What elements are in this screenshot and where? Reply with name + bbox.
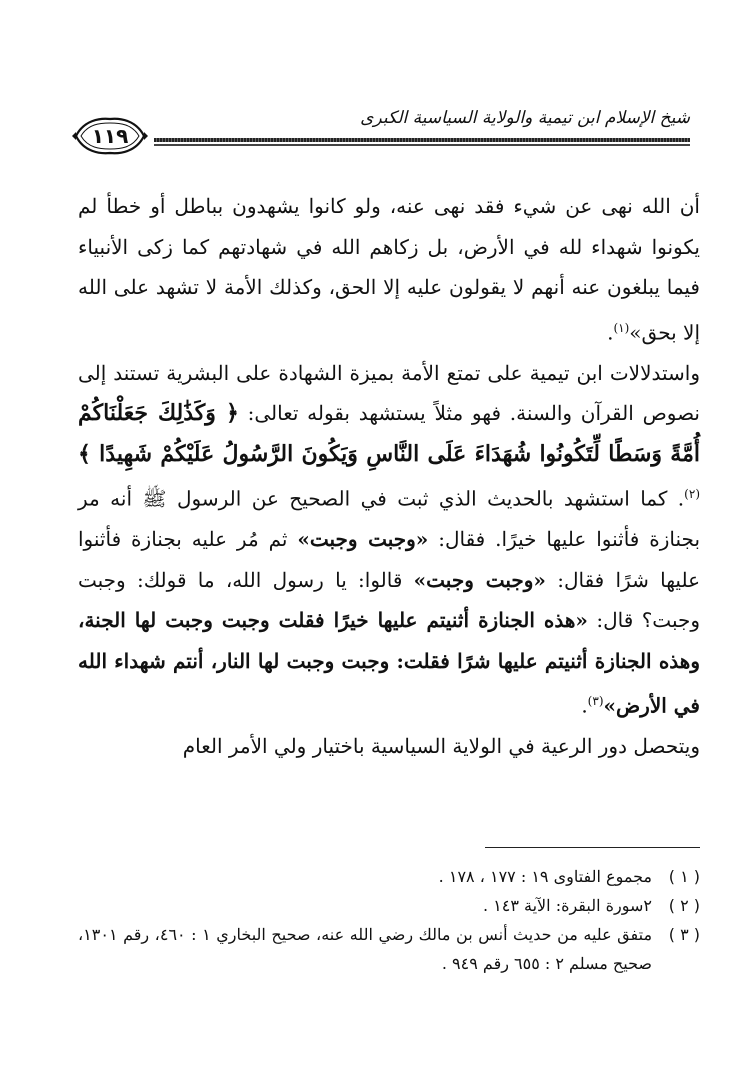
footnote-text: ٢سورة البقرة: الآية ١٤٣ . [482,896,652,915]
footnote-2 [78,891,700,920]
page-number: ١١٩ [91,124,129,148]
paragraph-1 [78,186,700,353]
hadith-quote-3: «هذه الجنازة أثنيتم عليها خيرًا فقلت وجبت وجبت لها الجنة، وهذه الجنازة أثنيتم عليها شرًا فقلت: وجبت وجبت لها النار، أنتم شهداء الله في الأرض» [78,608,700,718]
paragraph-2-end: . [581,693,588,718]
footnote-1 [78,862,700,891]
footnotes [78,862,700,978]
footnote-text: متفق عليه من حديث أنس بن مالك رضي الله عنه، صحيح البخاري ١ : ٤٦٠، رقم ١٣٠١، صحيح مسلم ٢ : ٦٥٥ رقم ٩٤٩ . [78,925,653,973]
footnote-number: ( ٢ ) [668,896,700,915]
paragraph-2 [78,353,700,727]
footnote-3 [78,920,700,978]
running-title: شيخ الإسلام ابن تيمية والولاية السياسية الكبرى [360,108,690,128]
quran-verse: ﴿ وَكَذَٰلِكَ جَعَلْنَاكُمْ أُمَّةً وَسَطًا لِّتَكُونُوا شُهَدَاءَ عَلَى النَّاسِ وَيَكُونَ الرَّسُولُ عَلَيْكُمْ شَهِيدًا ﴾ [78,400,700,467]
paragraph-2-mid: ثم مُر عليه بجنازة فأثنوا عليها شرًا فقال: [78,527,701,592]
hadith-quote-1: «وجبت وجبت» [297,527,429,552]
paragraph-2-question: قالوا: يا رسول الله، ما قولك: وجبت وجبت؟ قال: [78,567,701,633]
main-text [78,186,700,767]
paragraph-2-hadith-intro: . كما استشهد بالحديث الذي ثبت في الصحيح عن الرسول ﷺ أنه مر بجنازة فأثنوا عليها خيرًا. فقال: [78,486,701,552]
page-header [70,106,690,166]
header-rule-thin [154,144,690,146]
paragraph-3: ويتحصل دور الرعية في الولاية السياسية باختيار ولي الأمر العام [182,734,700,759]
footnote-ref-2: (٢) [684,487,700,502]
footnote-ref-3: (٣) [587,694,604,709]
paragraph-1-end: . [607,320,614,345]
footnote-number: ( ١ ) [668,867,700,886]
footnote-ref-1: (١) [613,320,630,335]
footnote-text: مجموع الفتاوى ١٩ : ١٧٧ ، ١٧٨ . [438,867,652,886]
footnote-number: ( ٣ ) [668,925,700,944]
header-rule [154,138,690,142]
footnote-separator [485,847,700,848]
paragraph-1-text: أن الله نهى عن شيء فقد نهى عنه، ولو كانوا يشهدون بباطل أو خطأ لم يكونوا شهداء لله في الأرض، بل زكاهم الله في شهادتهم كما زكى الأنبياء فيما يبلغون عنه أنهم لا يقولون عليه إلا الحق، وكذلك الأمة لا تشهد على الله إلا بحق» [78,194,700,345]
paragraph-2-intro: واستدلالات ابن تيمية على تمتع الأمة بميزة الشهادة على البشرية تستند إلى نصوص القرآن والسنة. فهو مثلاً يستشهد بقوله تعالى: [78,360,700,426]
hadith-quote-2: «وجبت وجبت» [413,567,546,592]
